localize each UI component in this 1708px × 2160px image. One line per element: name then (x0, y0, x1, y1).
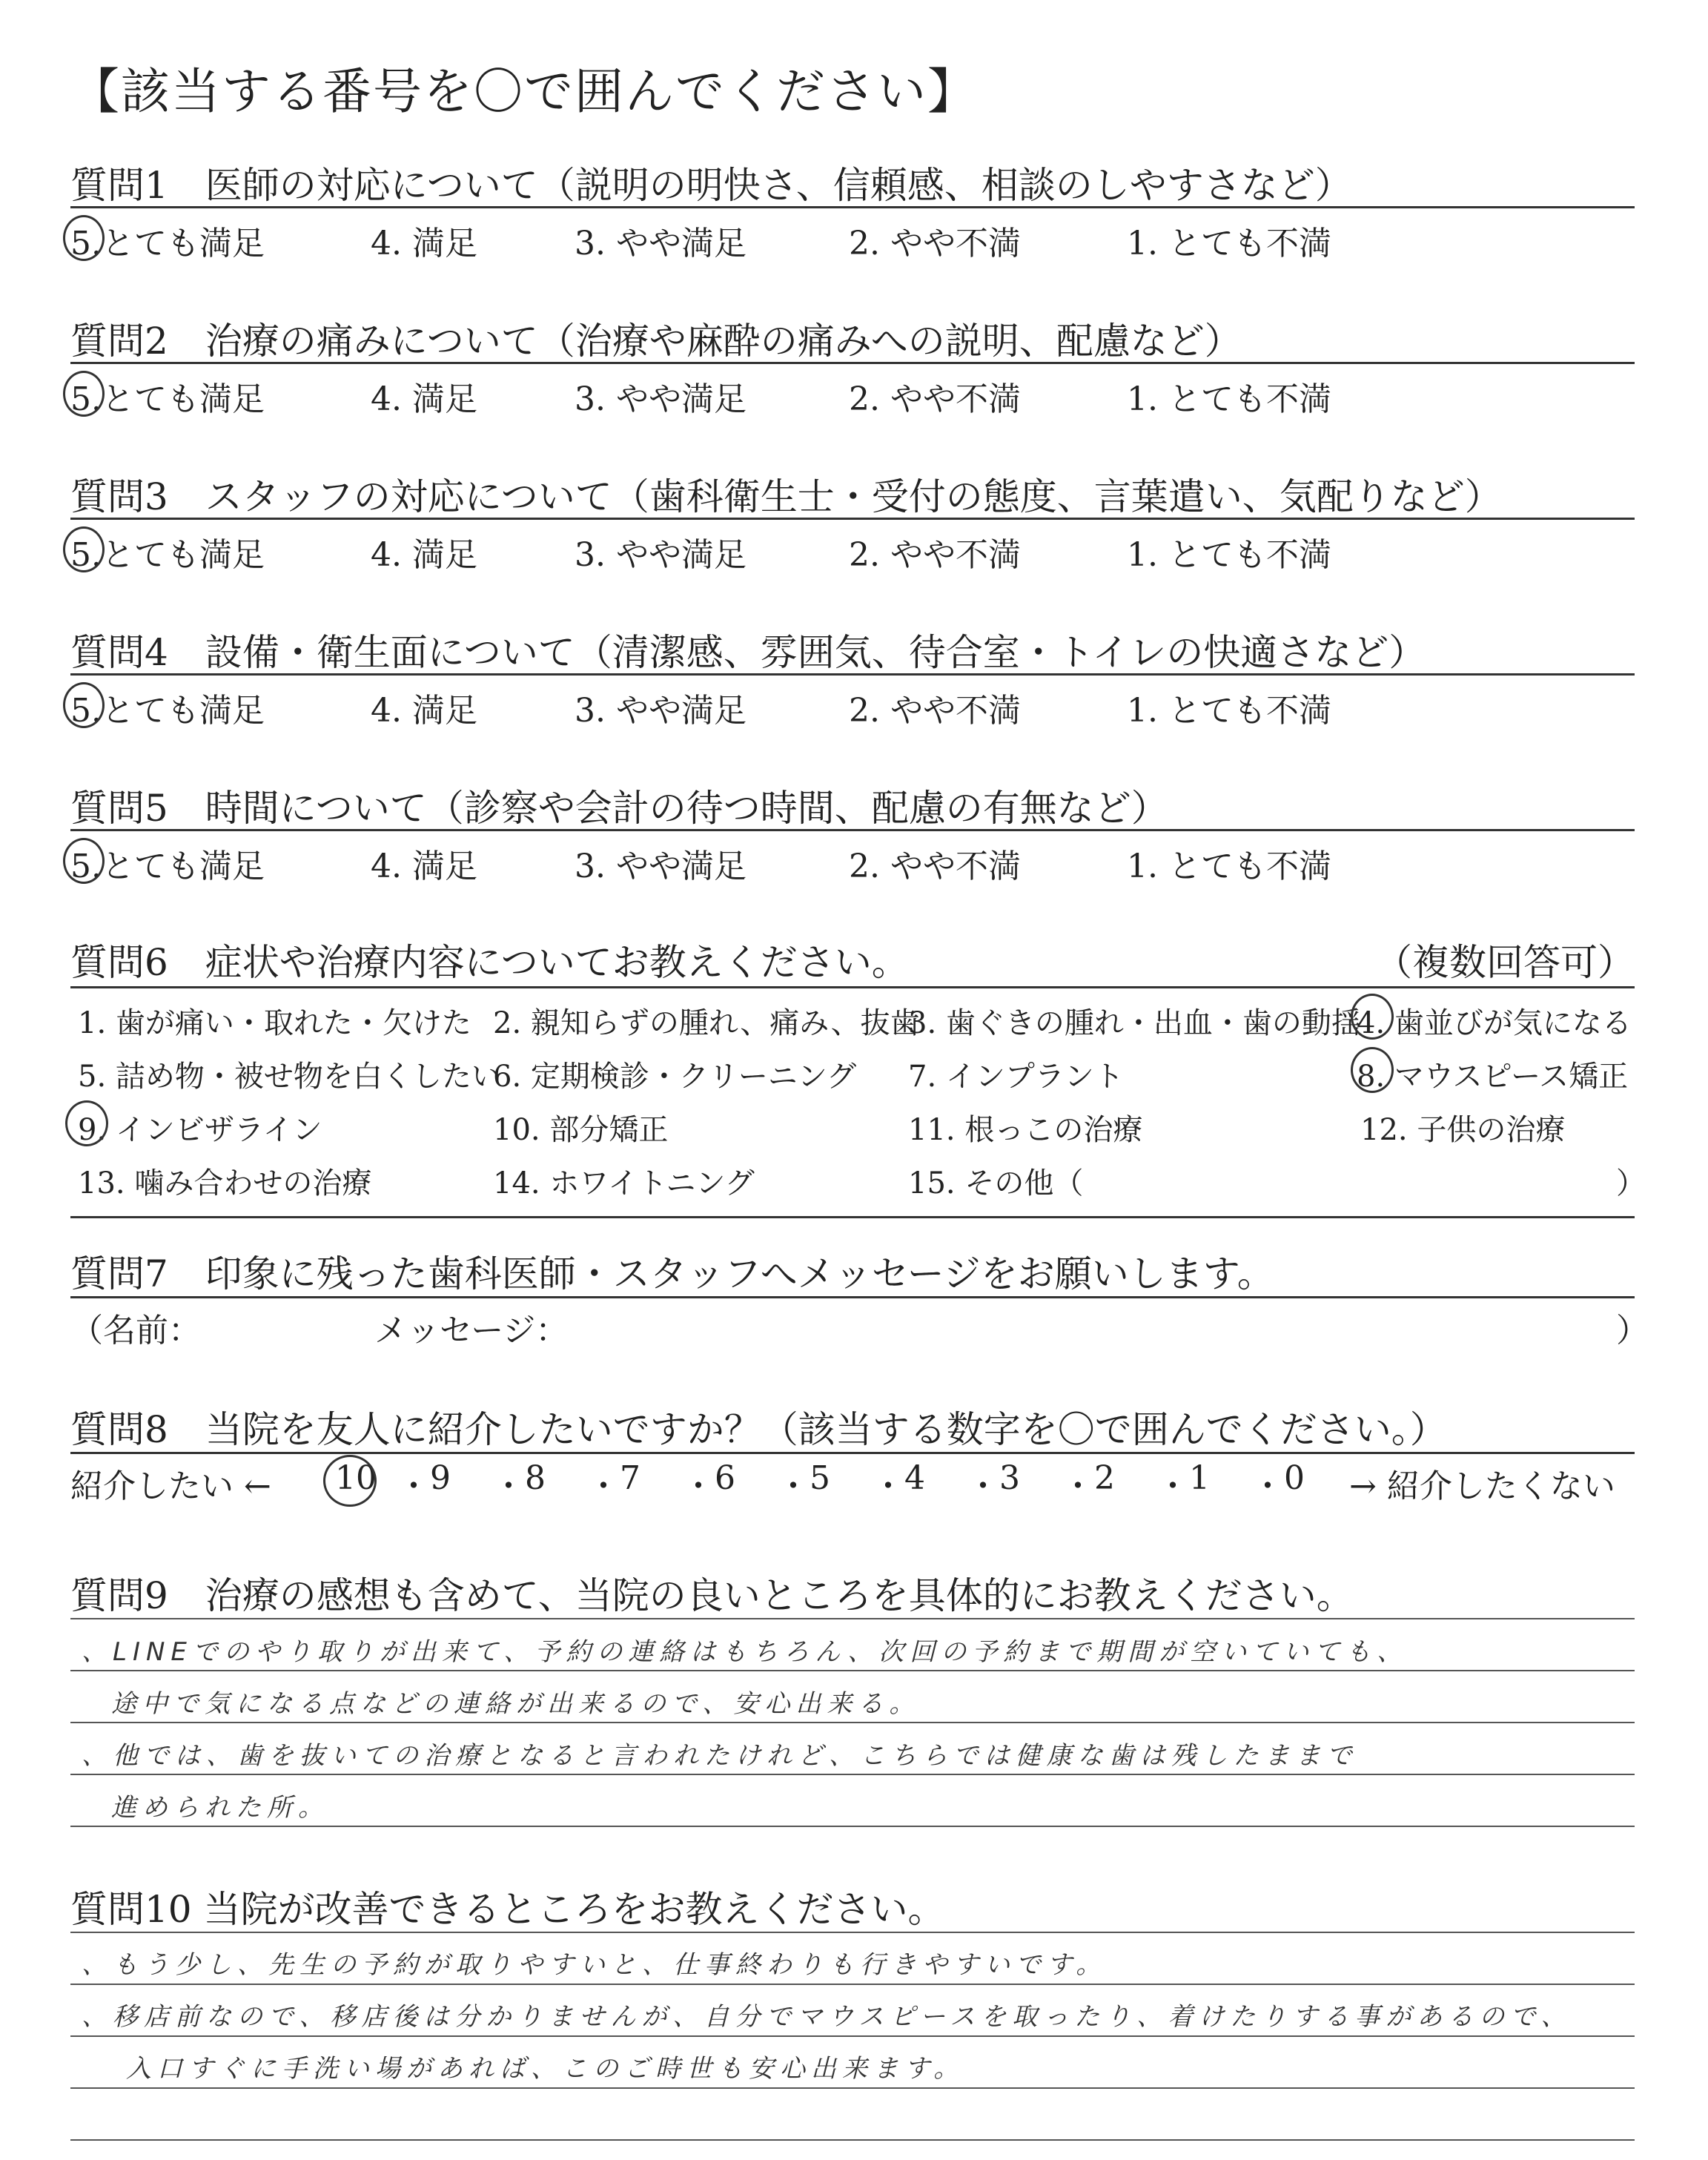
q5-option-3[interactable]: 3. やや満足 (575, 848, 747, 885)
q1-option-5[interactable]: 5.とても満足 (70, 225, 265, 262)
q2-option-2[interactable]: 2. やや不満 (849, 380, 1021, 418)
q6-bottom-rule (70, 1216, 1635, 1218)
q9-answer-line-4: 進められた所。 (111, 1793, 329, 1823)
q6-option-5[interactable]: 5. 詰め物・被せ物を白くしたい (78, 1060, 501, 1094)
q8-scale-7[interactable]: 7 (620, 1459, 640, 1497)
q6-selected-circle-9 (65, 1100, 108, 1146)
q8-scale-separator: ・ (1062, 1467, 1094, 1505)
q8-scale-8[interactable]: 8 (525, 1459, 546, 1497)
q1-option-3[interactable]: 3. やや満足 (575, 225, 747, 262)
q4-selected-circle (63, 682, 105, 728)
q4-option-4[interactable]: 4. 満足 (371, 692, 477, 730)
q10-heading: 質問10 当院が改善できるところをお教えください。 (70, 1888, 945, 1931)
q3-option-2[interactable]: 2. やや不満 (849, 536, 1021, 574)
q6-option-12[interactable]: 12. 子供の治療 (1360, 1113, 1566, 1147)
q10-answer-line-2: 、移店前なので、移店後は分かりませんが、自分でマウスピースを取ったり、着けたりする事があるので、 (82, 2002, 1572, 2032)
q10-answer-rule (70, 1932, 1635, 1933)
q4-option-2[interactable]: 2. やや不満 (849, 692, 1021, 730)
q2-option-1[interactable]: 1. とても不満 (1127, 380, 1331, 418)
q2-option-5[interactable]: 5.とても満足 (70, 380, 265, 418)
q5-selected-circle (63, 838, 105, 884)
q3-option-1[interactable]: 1. とても不満 (1127, 536, 1331, 574)
q5-heading: 質問5 時間について（診察や会計の待つ時間、配慮の有無など） (70, 787, 1168, 830)
q2-heading: 質問2 治療の痛みについて（治療や麻酔の痛みへの説明、配慮など） (70, 320, 1242, 363)
q4-rule (70, 673, 1635, 676)
q6-option-11[interactable]: 11. 根っこの治療 (908, 1113, 1143, 1147)
q7-rule (70, 1296, 1635, 1298)
q8-scale-4[interactable]: 4 (904, 1459, 925, 1497)
q8-scale-9[interactable]: 9 (430, 1459, 451, 1497)
q8-heading: 質問8 当院を友人に紹介したいですか？（該当する数字を〇で囲んでください。） (70, 1408, 1447, 1451)
q9-answer-rule (70, 1826, 1635, 1827)
q9-answer-line-3: 、他では、歯を抜いての治療となると言われたけれど、こちらでは健康な歯は残したままで (82, 1741, 1358, 1771)
q4-option-5[interactable]: 5.とても満足 (70, 692, 265, 730)
q5-rule (70, 829, 1635, 831)
q4-option-3[interactable]: 3. やや満足 (575, 692, 747, 730)
q8-scale-separator: ・ (397, 1467, 430, 1505)
q1-heading: 質問1 医師の対応について（説明の明快さ、信頼感、相談のしやすさなど） (70, 164, 1352, 207)
q8-scale-0[interactable]: 0 (1284, 1459, 1305, 1497)
q6-option-6[interactable]: 6. 定期検診・クリーニング (493, 1060, 857, 1094)
q6-option-15[interactable]: 15. その他（ (908, 1166, 1084, 1200)
q3-rule (70, 518, 1635, 520)
q7-message-label: メッセージ： (374, 1312, 569, 1350)
q8-scale-separator: ・ (967, 1467, 999, 1505)
q8-scale-separator: ・ (492, 1467, 525, 1505)
q6-option-10[interactable]: 10. 部分矯正 (493, 1113, 669, 1147)
page-title: 【該当する番号を〇で囲んでください】 (70, 63, 978, 120)
q10-answer-rule (70, 1984, 1635, 1985)
q6-selected-circle-8 (1351, 1047, 1394, 1093)
q1-option-2[interactable]: 2. やや不満 (849, 225, 1021, 262)
q2-rule (70, 362, 1635, 364)
q2-selected-circle (63, 371, 105, 417)
q1-option-4[interactable]: 4. 満足 (371, 225, 477, 262)
q9-answer-line-1: 、LINEでのやり取りが出来て、予約の連絡はもちろん、次回の予約まで期間が空いていても、 (82, 1637, 1409, 1667)
q8-scale-3[interactable]: 3 (999, 1459, 1020, 1497)
q6-selected-circle-4 (1351, 994, 1394, 1040)
q6-option-4[interactable]: 4. 歯並びが気になる (1357, 1006, 1632, 1040)
q2-option-4[interactable]: 4. 満足 (371, 380, 477, 418)
q10-answer-rule (70, 2087, 1635, 2089)
q1-selected-circle (63, 215, 105, 261)
q8-scale-10[interactable]: 10 (335, 1459, 377, 1497)
q7-heading: 質問7 印象に残った歯科医師・スタッフへメッセージをお願いします。 (70, 1252, 1274, 1295)
q10-answer-line-3: 入口すぐに手洗い場があれば、このご時世も安心出来ます。 (126, 2054, 965, 2084)
q3-selected-circle (63, 526, 105, 572)
q6-rule (70, 986, 1635, 988)
q5-option-5[interactable]: 5.とても満足 (70, 848, 265, 885)
q10-answer-rule (70, 2035, 1635, 2037)
q9-answer-line-2: 途中で気になる点などの連絡が出来るので、安心出来る。 (111, 1689, 921, 1719)
q3-option-3[interactable]: 3. やや満足 (575, 536, 747, 574)
q8-left-label: 紹介したい ← (70, 1467, 271, 1505)
q8-scale-separator: ・ (587, 1467, 620, 1505)
q9-heading: 質問9 治療の感想も含めて、当院の良いところを具体的にお教えください。 (70, 1574, 1354, 1617)
q8-scale-6[interactable]: 6 (715, 1459, 735, 1497)
q1-rule (70, 206, 1635, 208)
q6-option-8[interactable]: 8. マウスピース矯正 (1357, 1060, 1629, 1094)
q8-selected-circle (323, 1455, 377, 1507)
q5-option-1[interactable]: 1. とても不満 (1127, 848, 1331, 885)
q1-option-1[interactable]: 1. とても不満 (1127, 225, 1331, 262)
q8-rule (70, 1452, 1635, 1454)
q3-heading: 質問3 スタッフの対応について（歯科衛生士・受付の態度、言葉遣い、気配りなど） (70, 475, 1502, 518)
q9-answer-rule (70, 1722, 1635, 1723)
q9-answer-rule (70, 1618, 1635, 1619)
q7-close-paren: ） (1616, 1312, 1649, 1350)
q6-option-2[interactable]: 2. 親知らずの腫れ、痛み、抜歯 (493, 1006, 920, 1040)
q5-option-4[interactable]: 4. 満足 (371, 848, 477, 885)
q8-scale-separator: ・ (682, 1467, 715, 1505)
q6-option-1[interactable]: 1. 歯が痛い・取れた・欠けた (78, 1006, 471, 1040)
q8-scale-separator: ・ (872, 1467, 904, 1505)
q3-option-5[interactable]: 5.とても満足 (70, 536, 265, 574)
q2-option-3[interactable]: 3. やや満足 (575, 380, 747, 418)
q9-answer-rule (70, 1774, 1635, 1775)
q4-heading: 質問4 設備・衛生面について（清潔感、雰囲気、待合室・トイレの快適さなど） (70, 631, 1426, 674)
q8-scale-1[interactable]: 1 (1189, 1459, 1210, 1497)
q8-right-label: → 紹介したくない (1349, 1467, 1615, 1505)
q8-scale-5[interactable]: 5 (810, 1459, 830, 1497)
q6-option-3[interactable]: 3. 歯ぐきの腫れ・出血・歯の動揺 (908, 1006, 1361, 1040)
q10-answer-line-1: 、もう少し、先生の予約が取りやすいと、仕事終わりも行きやすいです。 (82, 1950, 1108, 1980)
q9-answer-rule (70, 1670, 1635, 1671)
q6-note: （複数回答可） (1375, 941, 1635, 984)
q8-scale-separator: ・ (1156, 1467, 1189, 1505)
q6-option-13[interactable]: 13. 噛み合わせの治療 (78, 1166, 372, 1200)
q4-option-1[interactable]: 1. とても不満 (1127, 692, 1331, 730)
q6-option-7[interactable]: 7. インプラント (908, 1060, 1124, 1094)
q10-answer-rule (70, 2139, 1635, 2141)
q8-scale-separator: ・ (1251, 1467, 1284, 1505)
q7-name-label: （名前： (70, 1312, 201, 1350)
q6-option-16[interactable]: ） (1616, 1166, 1646, 1200)
q6-option-14[interactable]: 14. ホワイトニング (493, 1166, 755, 1200)
q8-scale-2[interactable]: 2 (1094, 1459, 1115, 1497)
q3-option-4[interactable]: 4. 満足 (371, 536, 477, 574)
q6-option-9[interactable]: 9. インビザライン (78, 1113, 322, 1147)
q6-heading: 質問6 症状や治療内容についてお教えください。 (70, 941, 909, 984)
q8-scale-separator: ・ (777, 1467, 810, 1505)
q5-option-2[interactable]: 2. やや不満 (849, 848, 1021, 885)
